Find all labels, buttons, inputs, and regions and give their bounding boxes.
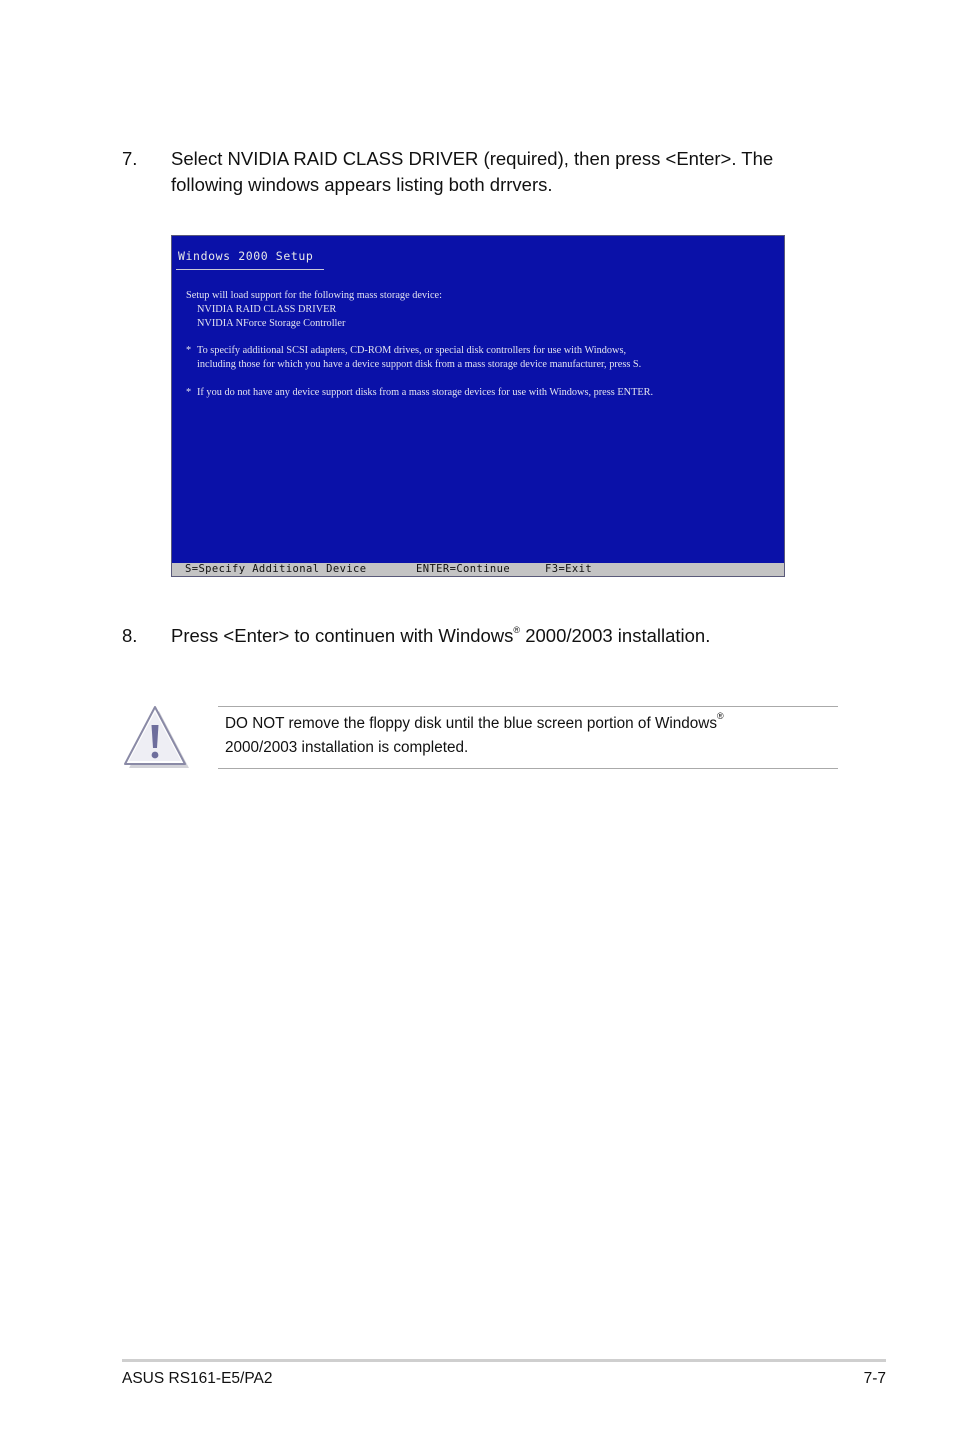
bullet-marker: *	[186, 386, 192, 398]
title-underline	[176, 269, 324, 270]
caution-note	[225, 712, 825, 760]
step-number: 7.	[122, 148, 138, 169]
device-item: NVIDIA RAID CLASS DRIVER	[197, 303, 337, 315]
step-text-tail: 2000/2003 installation.	[520, 625, 711, 646]
footer-rule	[122, 1359, 886, 1362]
note-text-tail: 2000/2003 installation is completed.	[225, 739, 469, 756]
setup-status-bar	[172, 563, 784, 576]
step-text	[171, 623, 831, 649]
instruction-line: If you do not have any device support disks from a mass storage devices for use with Windows, press ENTER.	[197, 386, 654, 398]
instruction-specify	[186, 344, 776, 372]
step-number: 8.	[122, 625, 138, 646]
registered-mark: ®	[717, 711, 724, 721]
step-7	[122, 146, 822, 206]
instruction-continue	[186, 386, 776, 400]
note-top-rule	[218, 706, 838, 707]
exit-key: F3=Exit	[545, 563, 593, 575]
note-text-main: DO NOT remove the floppy disk until the blue screen portion of Windows	[225, 715, 717, 732]
step-text: Select NVIDIA RAID CLASS DRIVER (required), then press <Enter>. The following windows appears listing both drrvers.	[171, 148, 774, 195]
bullet-marker: *	[186, 345, 192, 357]
windows-setup-screenshot	[171, 235, 785, 577]
footer-product: ASUS RS161-E5/PA2	[122, 1370, 273, 1387]
registered-mark: ®	[513, 625, 521, 635]
instruction-line: To specify additional SCSI adapters, CD-ROM drives, or special disk controllers for use with Windows,	[197, 345, 627, 357]
setup-intro: Setup will load support for the following mass storage device:	[186, 290, 442, 301]
step-8	[122, 623, 822, 653]
footer-page-number: 7-7	[863, 1370, 886, 1387]
device-item: NVIDIA NForce Storage Controller	[197, 317, 346, 329]
setup-message	[186, 289, 776, 400]
instruction-line: including those for which you have a device support disk from a mass storage device manufacturer, press S.	[197, 359, 642, 371]
specify-device-key: S=Specify Additional Device	[185, 563, 367, 575]
step-text-main: Press <Enter> to continuen with Windows	[171, 625, 514, 646]
setup-title: Windows 2000 Setup	[178, 249, 314, 263]
caution-icon	[122, 704, 190, 772]
continue-key: ENTER=Continue	[416, 563, 511, 575]
note-bottom-rule	[218, 768, 838, 769]
